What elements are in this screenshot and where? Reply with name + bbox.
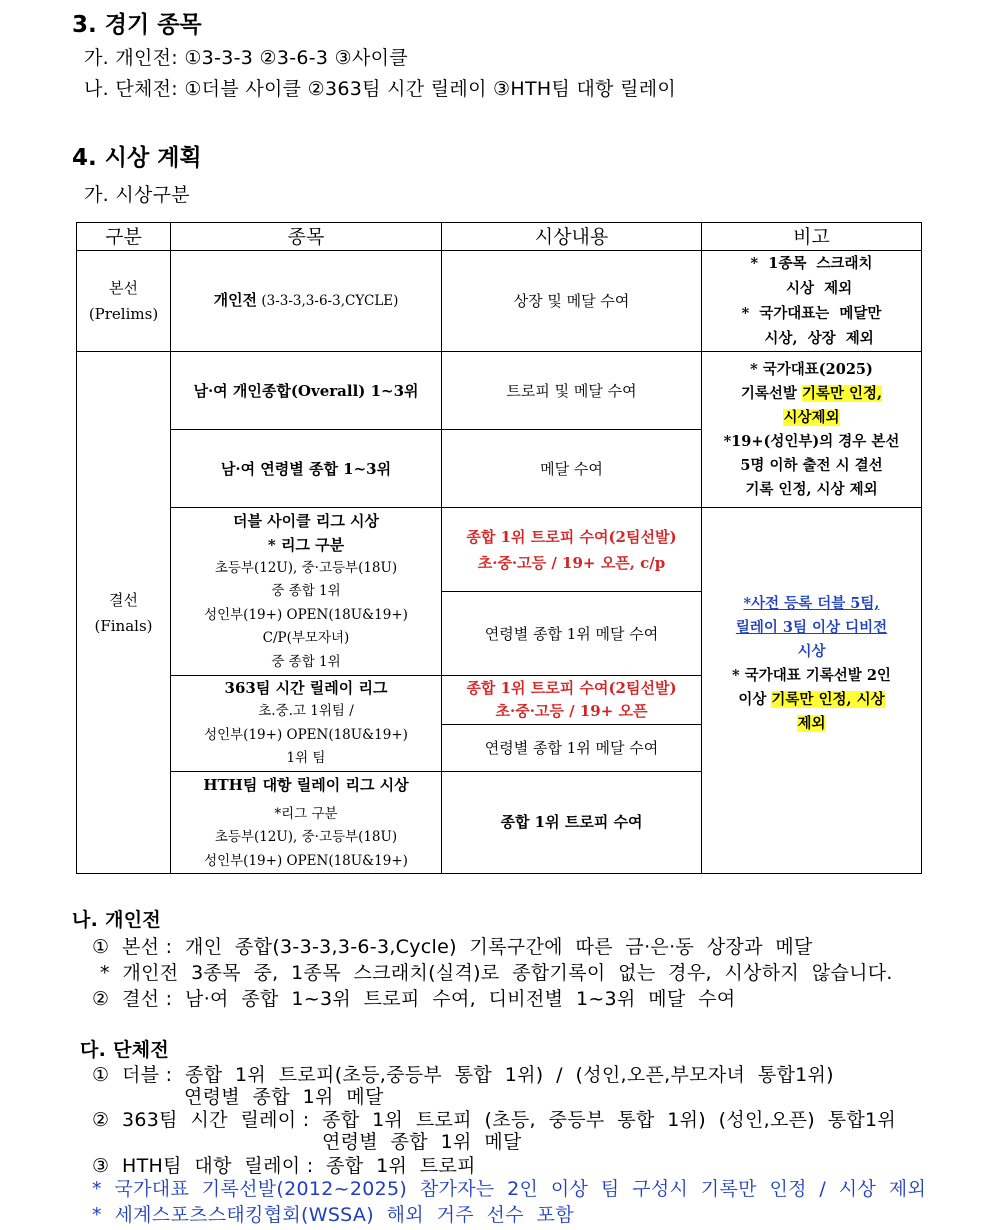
note-top-line4: *19+(성인부)의 경우 본선 xyxy=(723,432,900,450)
note-bottom-line3: 시상 xyxy=(797,643,826,660)
note-prelims-line3: * 국가대표는 메달만 xyxy=(741,305,882,322)
note-bottom-highlight1: 기록만 인정, 시상 xyxy=(771,691,885,708)
header-award: 시상내용 xyxy=(442,223,702,251)
event-hth-line2: *리그 구분 xyxy=(274,805,338,822)
note-prelims-line1: * 1종목 스크래치 xyxy=(750,255,873,272)
individual-events-line: 가. 개인전: ①3-3-3 ②3-6-3 ③사이클 xyxy=(84,47,408,69)
team-line2b: 연령별 종합 1위 메달 xyxy=(322,1131,522,1153)
event-double-line3: 초등부(12U), 중·고등부(18U) xyxy=(214,559,398,576)
note-bottom-highlight2: 제외 xyxy=(797,715,826,732)
award-category-subtitle: 가. 시상구분 xyxy=(84,184,190,206)
note-prelims-line4: 시상, 상장 제외 xyxy=(749,330,874,347)
note-bottom-line1: *사전 등록 더블 5팀, xyxy=(743,595,880,612)
event-hth-title: HTH팀 대항 릴레이 리그 시상 xyxy=(203,775,409,794)
award-relay363-red-line2: 초·중·고등 / 19+ 오픈 xyxy=(495,701,648,720)
award-relay363-red xyxy=(442,676,702,725)
table-header-row xyxy=(77,223,922,251)
event-relay363-title: 363팀 시간 릴레이 리그 xyxy=(224,679,388,697)
table-row-double-1 xyxy=(77,508,922,592)
section4-title: 4. 시상 계획 xyxy=(72,145,202,171)
team-line1: ① 더블 : 종합 1위 트로피(초등,중등부 통합 1위) / (성인,오픈,부모자녀 통합1위) xyxy=(92,1064,834,1086)
award-double-red xyxy=(442,508,702,592)
event-agegroup: 남·여 연령별 종합 1~3위 xyxy=(171,430,442,508)
award-prelims: 상장 및 메달 수여 xyxy=(442,251,702,352)
division-finals-ko: 결선 xyxy=(109,590,138,609)
individual-line2: * 개인전 3종목 중, 1종목 스크래치(실격)로 종합기록이 없는 경우, 시상하지 않습니다. xyxy=(100,962,893,984)
award-agegroup: 메달 수여 xyxy=(442,430,702,508)
award-double-age: 연령별 종합 1위 메달 수여 xyxy=(442,592,702,676)
note-top-highlight2: 시상제외 xyxy=(783,408,840,426)
note-top-line6: 기록 인정, 시상 제외 xyxy=(745,480,878,498)
header-division: 구분 xyxy=(77,223,171,251)
event-relay363-line4: 1위 팀 xyxy=(286,750,326,766)
event-prelims-bold: 개인전 xyxy=(213,291,258,310)
header-note: 비고 xyxy=(702,223,922,251)
table-row-prelims xyxy=(77,251,922,352)
team-line1b: 연령별 종합 1위 메달 xyxy=(184,1086,384,1108)
division-prelims-ko: 본선 xyxy=(109,279,138,297)
event-overall: 남·여 개인종합(Overall) 1~3위 xyxy=(171,352,442,430)
event-prelims-detail: (3-3-3,3-6-3,CYCLE) xyxy=(257,293,399,310)
team-note1: * 국가대표 기록선발(2012~2025) 참가자는 2인 이상 팀 구성시 기록만 인정 / 시상 제외 xyxy=(92,1178,927,1200)
award-hth: 종합 1위 트로피 수여 xyxy=(442,771,702,874)
event-double-title: 더블 사이클 리그 시상 xyxy=(232,511,380,530)
event-relay363-line2: 초.중.고 1위팀 / xyxy=(258,703,354,719)
event-relay363-line3: 성인부(19+) OPEN(18U&19+) xyxy=(204,726,408,743)
event-prelims xyxy=(171,251,442,352)
header-event: 종목 xyxy=(171,223,442,251)
event-double-line6: C/P(부모자녀) xyxy=(262,630,350,647)
note-bottom-line5: 이상 xyxy=(738,691,772,708)
event-hth xyxy=(171,771,442,874)
section3-title: 3. 경기 종목 xyxy=(72,12,202,38)
award-table xyxy=(76,222,922,874)
table-row-overall xyxy=(77,352,922,430)
note-finals-bottom xyxy=(702,508,922,874)
event-double xyxy=(171,508,442,676)
individual-line3: ② 결선 : 남·여 종합 1~3위 트로피 수여, 디비전별 1~3위 메달 수여 xyxy=(92,988,736,1010)
event-relay363 xyxy=(171,676,442,772)
note-top-line5: 5명 이하 출전 시 결선 xyxy=(740,456,883,474)
note-bottom-line2: 릴레이 3팀 이상 디비전 xyxy=(735,619,888,636)
team-line2: ② 363팀 시간 릴레이 : 종합 1위 트로피 (초등, 중등부 통합 1위) (성인,오픈) 통합1위 xyxy=(92,1109,897,1131)
individual-line1: ① 본선 : 개인 종합(3-3-3,3-6-3,Cycle) 기록구간에 따른 금·은·동 상장과 메달 xyxy=(92,936,813,958)
individual-section-title: 나. 개인전 xyxy=(72,909,162,931)
note-top-highlight1: 기록만 인정, xyxy=(801,384,883,402)
team-note2: * 세계스포츠스태킹협회(WSSA) 해외 거주 선수 포함 xyxy=(92,1204,574,1226)
award-relay363-red-line1: 종합 1위 트로피 수여(2팀선발) xyxy=(466,678,677,697)
note-top-line2: 기록선발 xyxy=(740,384,802,402)
award-double-red-line2: 초·중·고등 / 19+ 오픈, c/p xyxy=(477,553,666,572)
team-section-title: 다. 단체전 xyxy=(80,1039,170,1061)
event-hth-line3: 초등부(12U), 중·고등부(18U) xyxy=(214,829,398,845)
note-top-line1: * 국가대표(2025) xyxy=(750,360,873,378)
note-finals-top xyxy=(702,352,922,508)
division-prelims xyxy=(77,251,171,352)
note-bottom-line4: * 국가대표 기록선발 2인 xyxy=(732,667,891,684)
event-double-subtitle: * 리그 구분 xyxy=(267,535,345,554)
team-line3: ③ HTH팀 대항 릴레이 : 종합 1위 트로피 xyxy=(92,1155,476,1177)
division-prelims-en: (Prelims) xyxy=(88,305,159,323)
note-prelims-line2: 시상 제외 xyxy=(770,280,853,297)
event-double-line7: 중 종합 1위 xyxy=(271,653,341,670)
event-hth-line4: 성인부(19+) OPEN(18U&19+) xyxy=(204,852,408,869)
award-relay363-age: 연령별 종합 1위 메달 수여 xyxy=(442,724,702,771)
division-finals-en: (Finals) xyxy=(94,616,153,635)
event-double-line5: 성인부(19+) OPEN(18U&19+) xyxy=(204,606,408,623)
event-double-line4: 중 종합 1위 xyxy=(271,583,341,600)
award-double-red-line1: 종합 1위 트로피 수여(2팀선발) xyxy=(466,527,677,546)
team-events-line: 나. 단체전: ①더블 사이클 ②363팀 시간 릴레이 ③HTH팀 대항 릴레이 xyxy=(84,78,677,100)
note-prelims xyxy=(702,251,922,352)
division-finals xyxy=(77,352,171,874)
award-overall: 트로피 및 메달 수여 xyxy=(442,352,702,430)
